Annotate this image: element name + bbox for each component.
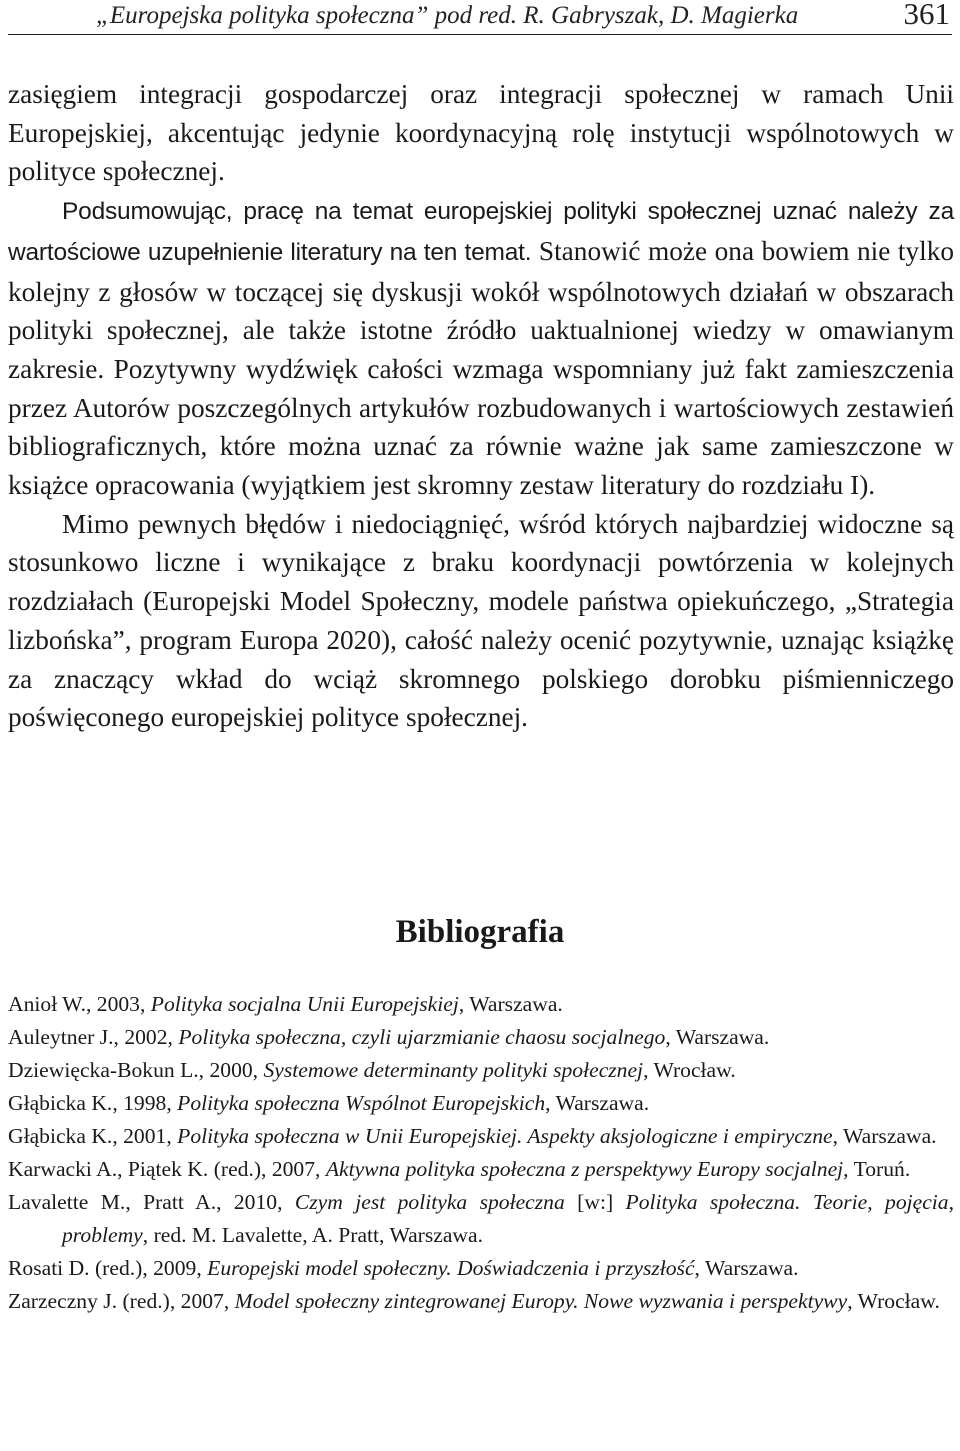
- bib-publication: , Wrocław.: [847, 1289, 940, 1313]
- running-title: „Europejska polityka społeczna” pod red. R. Gabryszak, D. Magierka: [96, 2, 799, 29]
- running-header: [8, 0, 952, 35]
- bib-publication: , Warszawa.: [832, 1124, 937, 1148]
- bib-title: Polityka społeczna w Unii Europejskiej. Aspekty aksjologiczne i empiryczne: [177, 1124, 833, 1148]
- bib-container-title: Polityka społeczna. Teorie, pojęcia, problemy: [62, 1190, 954, 1247]
- bib-author: Zarzeczny J. (red.), 2007,: [8, 1289, 235, 1313]
- bibliography-list: [8, 988, 954, 1318]
- bib-publication: , Warszawa.: [694, 1256, 799, 1280]
- body-text: [8, 75, 954, 737]
- bib-publication: , Warszawa.: [458, 992, 563, 1016]
- bib-author: Głąbicka K., 2001,: [8, 1124, 178, 1148]
- paragraph-1-text: zasięgiem integracji gospodarczej oraz integracji społecznej w ramach Unii Europejskiej, akcentując jedynie koordynacyjną rolę instytucji wspólnotowych w polityce społecznej.: [8, 79, 954, 187]
- bibliography-entry: [8, 1252, 954, 1285]
- paragraph-1: [8, 75, 954, 191]
- bib-publication: , Toruń.: [843, 1157, 911, 1181]
- bib-publication: , Warszawa.: [665, 1025, 770, 1049]
- bib-author: Anioł W., 2003,: [8, 992, 151, 1016]
- bib-title: Systemowe determinanty polityki społecznej: [263, 1058, 644, 1082]
- bib-title: Model społeczny zintegrowanej Europy. Nowe wyzwania i perspektywy: [234, 1289, 848, 1313]
- bib-title: Czym jest polityka społeczna: [294, 1190, 565, 1214]
- paragraph-2-text-a: Stanowić może ona bowiem nie tylko kolejny z głosów w toczącej się dyskusji wokół wspólnotowych działań w obszarach polityki społecznej, ale także istotne źródło uaktualnionej wiedzy w omawianym zakresie.: [8, 235, 955, 384]
- bib-title: Aktywna polityka społeczna z perspektywy Europy socjalnej: [325, 1157, 844, 1181]
- bib-title: Polityka socjalna Unii Europejskiej: [150, 992, 459, 1016]
- paragraph-2: [8, 191, 954, 505]
- bibliography-entry: [8, 1153, 954, 1186]
- bib-author: Karwacki A., Piątek K. (red.), 2007,: [8, 1157, 326, 1181]
- bibliography-entry: [8, 1285, 954, 1318]
- bibliography-heading: Bibliografia: [395, 914, 565, 950]
- bib-publication: , red. M. Lavalette, A. Pratt, Warszawa.: [142, 1223, 484, 1247]
- paragraph-3: [8, 505, 954, 737]
- bibliography-entry: [8, 1120, 954, 1153]
- bib-author: Dziewięcka-Bokun L., 2000,: [8, 1058, 264, 1082]
- bib-title: Polityka społeczna, czyli ujarzmianie chaosu socjalnego: [178, 1025, 666, 1049]
- bibliography-entry: [8, 988, 954, 1021]
- paragraph-2-sans-text: Podsumowując, pracę na temat europejskiej polityki społecznej uznać należy za wartościowe uzupełnienie literatury na ten temat.: [8, 198, 954, 266]
- bibliography-entry: [8, 1186, 954, 1252]
- bib-author: Auleytner J., 2002,: [8, 1025, 179, 1049]
- bib-title: Polityka społeczna Wspólnot Europejskich: [177, 1091, 546, 1115]
- paragraph-2-text-b: Pozytywny wydźwięk całości wzmaga wspomniany już fakt zamieszczenia przez Autorów poszczególnych artykułów rozbudowanych i wartościowych zestawień bibliograficznych, które można uznać za równie ważne jak same zamieszczone w książce opracowania (wyjątkiem jest skromny zestaw literatury do rozdziału I).: [8, 353, 954, 501]
- bib-connector: [w:]: [564, 1190, 626, 1214]
- page-number: 361: [903, 0, 950, 31]
- bib-title: Europejski model społeczny. Doświadczenia i przyszłość: [207, 1256, 695, 1280]
- bibliography-entry: [8, 1054, 954, 1087]
- bib-author: Lavalette M., Pratt A., 2010,: [8, 1190, 295, 1214]
- paragraph-3-text: Mimo pewnych błędów i niedociągnięć, wśród których najbardziej widoczne są stosunkowo liczne i wynikające z braku koordynacji powtórzenia w kolejnych rozdziałach (Europejski Model Społeczny, modele państwa opiekuńczego, „Strategia lizbońska”, program Europa 2020), całość należy ocenić pozytywnie, uznając książkę za znaczący wkład do wciąż skromnego polskiego dorobku piśmienniczego poświęconego europejskiej polityce społecznej.: [8, 508, 954, 733]
- bib-publication: , Warszawa.: [545, 1091, 650, 1115]
- bib-publication: , Wrocław.: [643, 1058, 736, 1082]
- bibliography-entry: [8, 1087, 954, 1120]
- bib-author: Rosati D. (red.), 2009,: [8, 1256, 208, 1280]
- bibliography-entry: [8, 1021, 954, 1054]
- bib-author: Głąbicka K., 1998,: [8, 1091, 178, 1115]
